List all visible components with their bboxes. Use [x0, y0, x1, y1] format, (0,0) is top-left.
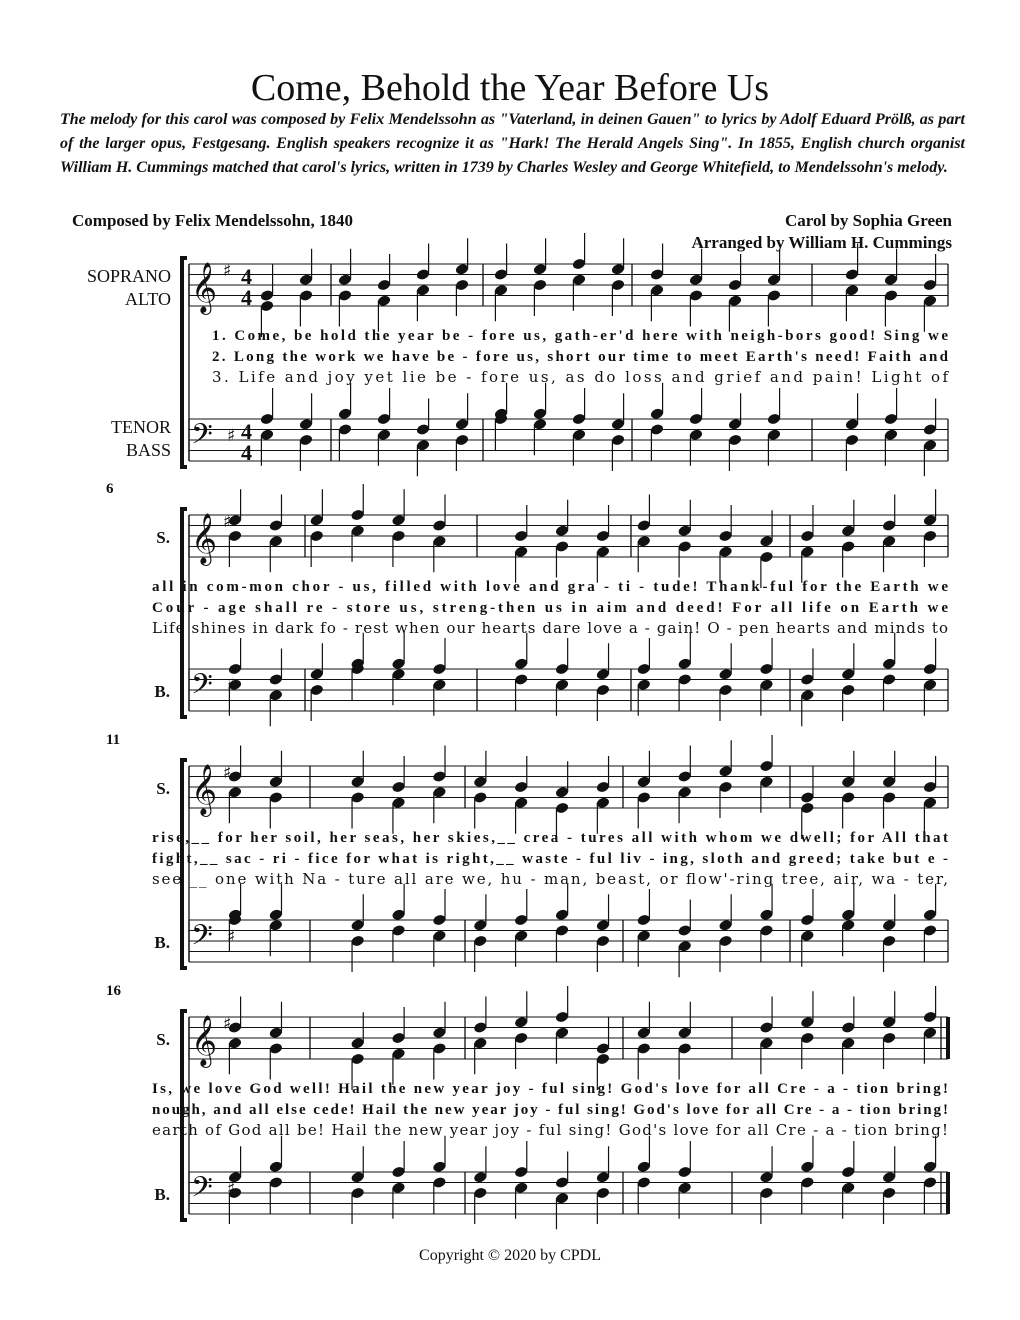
measure-number: 6: [106, 481, 114, 497]
system-bracket: [182, 258, 187, 467]
bass-clef-icon: 𝄢: [191, 418, 213, 458]
lyric-verse-2: nough, and all else cede! Hail the new year joy - ful sing! God's love for all Cre - a - tion bring!: [152, 1102, 949, 1118]
time-signature-top: 4: [241, 419, 252, 444]
lyric-verse-2: 2. Long the work we have be - fore us, short our time to meet Earth's need! Faith and: [212, 349, 948, 365]
intro-note: The melody for this carol was composed by Felix Mendelssohn as "Vaterland, in deinen Gauen" to lyrics by Adolf Eduard Prölß, as part of the larger opus, Festgesang. English speakers recognize it as "Hark! The Herald Angels Sing". In 1855, English church organist William H. Cummings matched that carol's lyrics, written in 1739 by Charles Wesley and George Whitefield, to Mendelssohn's melody.: [60, 111, 965, 176]
bass-clef-icon: 𝄢: [191, 1171, 213, 1211]
lyric-verse-3: see __ one with Na - ture all are we, hu - man, beast, or flow'-ring tree, air, wa - ter,: [152, 870, 948, 888]
label-soprano: SOPRANO: [86, 266, 171, 286]
treble-clef-icon: 𝄞: [191, 764, 218, 815]
label-s: S.: [156, 779, 170, 798]
lyric-verse-1: all in com-mon chor - us, filled with love and gra - ti - tude! Thank-ful for the Earth we: [152, 579, 949, 595]
lyric-verse-1: rise,__ for her soil, her seas, her skies,__ crea - tures all with whom we dwell; for All that: [152, 830, 949, 846]
label-b: B.: [154, 933, 170, 952]
key-sharp-icon: ♯: [227, 1179, 236, 1199]
key-sharp-icon: ♯: [227, 426, 236, 446]
key-sharp-icon: ♯: [223, 763, 232, 783]
key-sharp-icon: ♯: [223, 1014, 232, 1034]
lyricist-credit: Carol by Sophia Green: [784, 211, 952, 230]
key-sharp-icon: ♯: [227, 676, 236, 696]
lyric-verse-2: Cour - age shall re - store us, streng-then us in aim and deed! For all life on Earth we: [152, 600, 949, 616]
lyric-verse-1: Is, we love God well! Hail the new year joy - ful sing! God's love for all Cre - a - tion bring!: [152, 1081, 949, 1097]
key-sharp-icon: ♯: [223, 261, 232, 281]
lyric-verse-3: 3. Life and joy yet lie be - fore us, as do loss and grief and pain! Light of: [212, 368, 949, 386]
treble-clef-icon: 𝄞: [191, 1015, 218, 1066]
time-signature-bottom: 4: [241, 440, 252, 465]
measure-number: 16: [106, 983, 121, 999]
time-signature-top: 4: [241, 264, 252, 289]
label-b: B.: [154, 682, 170, 701]
lyric-verse-1: 1. Come, be hold the year be - fore us, gath-er'd here with neigh-bors good! Sing we: [212, 328, 949, 344]
label-s: S.: [156, 1030, 170, 1049]
treble-clef-icon: 𝄞: [191, 262, 218, 313]
arranger-credit: Arranged by William H. Cummings: [691, 233, 952, 252]
copyright-notice: Copyright © 2020 by CPDL: [419, 1247, 601, 1264]
key-sharp-icon: ♯: [227, 927, 236, 947]
key-sharp-icon: ♯: [223, 512, 232, 532]
bass-clef-icon: 𝄢: [191, 919, 213, 959]
label-tenor: TENOR: [111, 417, 171, 437]
measure-number: 11: [106, 732, 121, 748]
page-title: Come, Behold the Year Before Us: [250, 67, 770, 109]
lyric-verse-3: Life shines in dark fo - rest when our hearts dare love a - gain! O - pen hearts and minds to: [152, 619, 948, 637]
label-bass: BASS: [125, 440, 171, 460]
treble-clef-icon: 𝄞: [191, 513, 218, 564]
label-alto: ALTO: [124, 289, 171, 309]
lyric-verse-2: fight,__ sac - ri - fice for what is right,__ waste - ful liv - ing, sloth and greed; take but e -: [152, 851, 949, 867]
lyric-verse-3: earth of God all be! Hail the new year joy - ful sing! God's love for all Cre - a - tion bring!: [152, 1121, 949, 1139]
bass-clef-icon: 𝄢: [191, 668, 213, 708]
label-s: S.: [156, 528, 170, 547]
composer-credit: Composed by Felix Mendelssohn, 1840: [72, 211, 353, 230]
label-b: B.: [154, 1185, 170, 1204]
time-signature-bottom: 4: [241, 285, 252, 310]
